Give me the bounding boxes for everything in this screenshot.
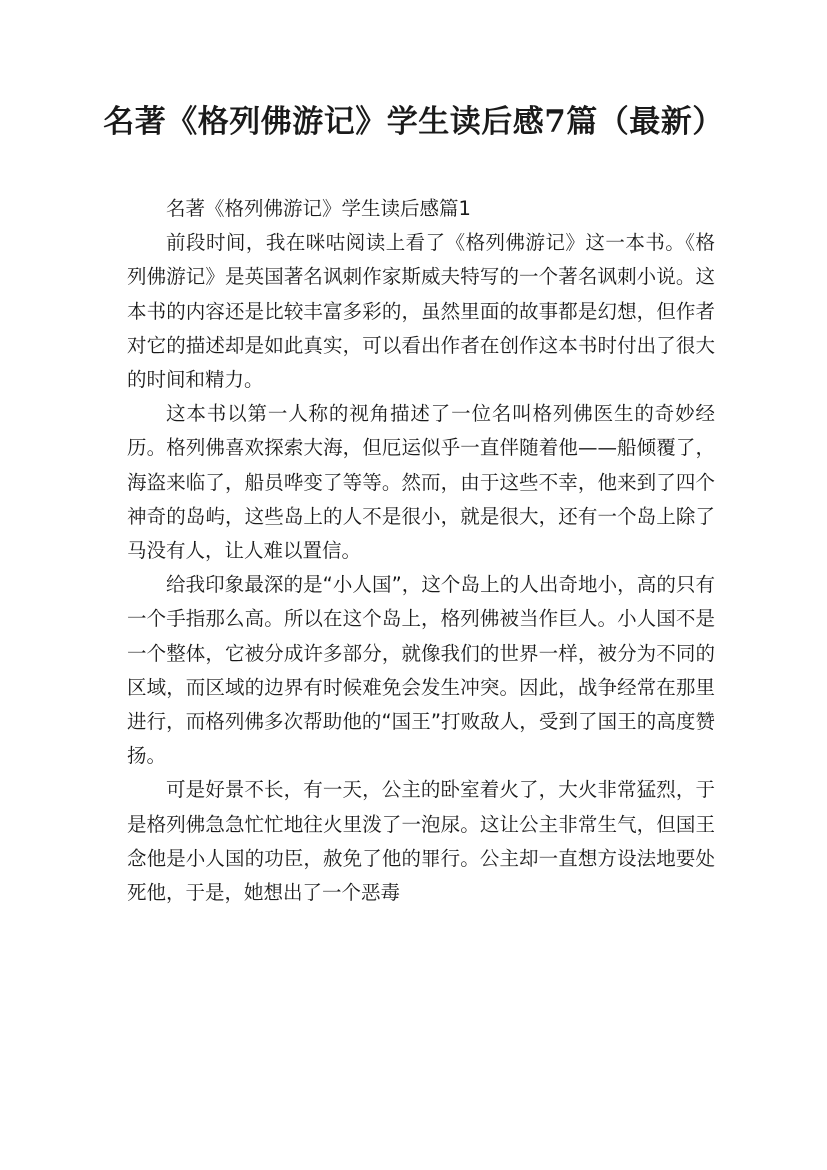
document-body	[127, 192, 715, 910]
document-title: 名著《格列佛游记》学生读后感7篇（最新）	[103, 104, 724, 140]
section-heading: 名著《格列佛游记》学生读后感篇1	[166, 197, 471, 220]
paragraph-4: 可是好景不长，有一天，公主的卧室着火了，大火非常猛烈，于是格列佛急急忙忙地往火里泼了一泡尿。这让公主非常生气，但国王念他是小人国的功臣，赦免了他的罪行。公主却一直想方设法地要处死他，于是，她想出了一个恶毒	[127, 778, 715, 905]
paragraph-1: 前段时间，我在咪咕阅读上看了《格列佛游记》这一本书。《格列佛游记》是英国著名讽刺作家斯威夫特写的一个著名讽刺小说。这本书的内容还是比较丰富多彩的，虽然里面的故事都是幻想，但作者对它的描述却是如此真实，可以看出作者在创作这本书时付出了很大的时间和精力。	[127, 231, 715, 392]
paragraph-3: 给我印象最深的是“小人国”，这个岛上的人出奇地小，高的只有一个手指那么高。所以在这个岛上，格列佛被当作巨人。小人国不是一个整体，它被分成许多部分，就像我们的世界一样，被分为不同的区域，而区域的边界有时候难免会发生冲突。因此，战争经常在那里进行，而格列佛多次帮助他的“国王”打败敌人，受到了国王的高度赞扬。	[127, 573, 715, 768]
paragraph-2: 这本书以第一人称的视角描述了一位名叫格列佛医生的奇妙经历。格列佛喜欢探索大海，但厄运似乎一直伴随着他——船倾覆了，海盗来临了，船员哗变了等等。然而，由于这些不幸，他来到了四个神奇的岛屿，这些岛上的人不是很小，就是很大，还有一个岛上除了马没有人，让人难以置信。	[127, 402, 715, 563]
